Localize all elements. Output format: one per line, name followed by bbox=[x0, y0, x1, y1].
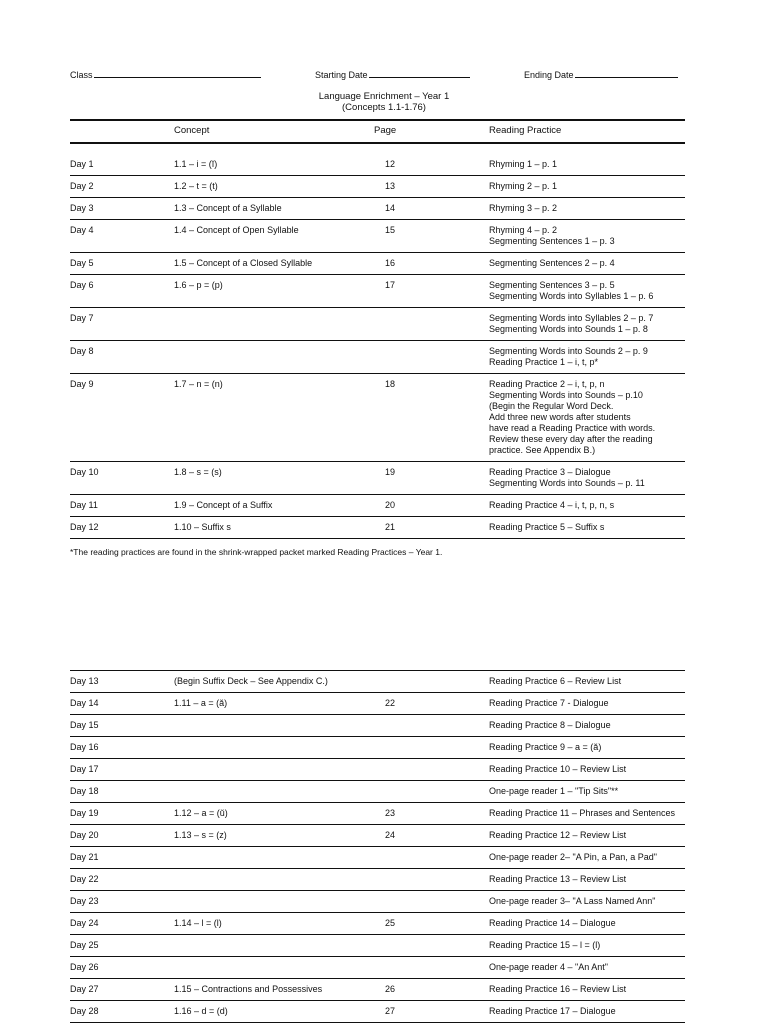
column-header-concept: Concept bbox=[174, 125, 210, 136]
starting-date-field bbox=[315, 68, 470, 80]
reading-practice-cell: Reading Practice 9 – a = (ă) bbox=[489, 742, 602, 752]
page-cell: 13 bbox=[385, 181, 396, 191]
document-title: Language Enrichment – Year 1 bbox=[318, 91, 450, 102]
reading-practice-cell: Reading Practice 10 – Review List bbox=[489, 764, 627, 774]
starting-date-blank-line bbox=[369, 68, 470, 78]
concept-cell bbox=[174, 308, 362, 341]
reading-practice-cell: Rhyming 4 – p. 2 Segmenting Sentences 1 – p. 3 bbox=[489, 225, 615, 246]
day-cell: Day 17 bbox=[70, 764, 99, 774]
page-cell bbox=[362, 847, 489, 869]
document-subtitle: (Concepts 1.1-1.76) bbox=[342, 102, 426, 113]
page-cell bbox=[362, 957, 489, 979]
concept-cell bbox=[174, 781, 362, 803]
day-cell: Day 10 bbox=[70, 467, 99, 477]
schedule-row bbox=[70, 957, 685, 979]
reading-practice-cell: Reading Practice 14 – Dialogue bbox=[489, 918, 616, 928]
schedule-row bbox=[70, 275, 685, 308]
page-cell bbox=[362, 671, 489, 693]
reading-practice-cell: Rhyming 3 – p. 2 bbox=[489, 203, 558, 213]
reading-practice-cell: Reading Practice 13 – Review List bbox=[489, 874, 627, 884]
day-cell: Day 3 bbox=[70, 203, 94, 213]
schedule-row bbox=[70, 693, 685, 715]
reading-practice-cell: Reading Practice 5 – Suffix s bbox=[489, 522, 605, 532]
day-cell: Day 19 bbox=[70, 808, 99, 818]
concept-cell: 1.5 – Concept of a Closed Syllable bbox=[174, 258, 313, 268]
concept-cell bbox=[174, 737, 362, 759]
concept-cell: 1.11 – a = (ă) bbox=[174, 698, 228, 708]
ending-date-label: Ending Date bbox=[524, 70, 574, 80]
day-cell: Day 27 bbox=[70, 984, 99, 994]
class-field bbox=[70, 68, 261, 80]
day-cell: Day 2 bbox=[70, 181, 94, 191]
day-cell: Day 15 bbox=[70, 720, 99, 730]
day-cell: Day 4 bbox=[70, 225, 94, 235]
reading-practice-cell: Segmenting Sentences 2 – p. 4 bbox=[489, 258, 615, 268]
page-cell: 23 bbox=[385, 808, 396, 818]
concept-cell: 1.16 – d = (d) bbox=[174, 1006, 228, 1016]
concept-cell bbox=[174, 715, 362, 737]
reading-practice-cell: One-page reader 4 – "An Ant" bbox=[489, 962, 608, 972]
day-cell: Day 7 bbox=[70, 313, 94, 323]
concept-cell bbox=[174, 759, 362, 781]
page-cell: 18 bbox=[385, 379, 396, 389]
schedule-row bbox=[70, 737, 685, 759]
page-cell bbox=[362, 891, 489, 913]
reading-practice-cell: Rhyming 2 – p. 1 bbox=[489, 181, 558, 191]
concept-cell: 1.3 – Concept of a Syllable bbox=[174, 203, 282, 213]
concept-cell bbox=[174, 935, 362, 957]
page-cell: 16 bbox=[385, 258, 396, 268]
schedule-table-days-13-28 bbox=[70, 671, 685, 1023]
ending-date-blank-line bbox=[575, 68, 678, 78]
schedule-row bbox=[70, 341, 685, 374]
page-cell: 12 bbox=[385, 159, 396, 169]
page-cell: 22 bbox=[385, 698, 396, 708]
concept-cell bbox=[174, 847, 362, 869]
class-label: Class bbox=[70, 70, 93, 80]
reading-practice-cell: One-page reader 2– "A Pin, a Pan, a Pad" bbox=[489, 852, 658, 862]
page-cell bbox=[362, 737, 489, 759]
reading-practice-cell: Segmenting Sentences 3 – p. 5 Segmenting Words into Syllables 1 – p. 6 bbox=[489, 280, 654, 301]
day-cell: Day 13 bbox=[70, 676, 99, 686]
page-cell bbox=[362, 869, 489, 891]
reading-practice-cell: Reading Practice 12 – Review List bbox=[489, 830, 627, 840]
page-cell: 14 bbox=[385, 203, 396, 213]
reading-practice-cell: Reading Practice 8 – Dialogue bbox=[489, 720, 611, 730]
schedule-table-days-1-12 bbox=[70, 154, 685, 539]
schedule-row bbox=[70, 176, 685, 198]
concept-cell: 1.2 – t = (t) bbox=[174, 181, 218, 191]
schedule-row bbox=[70, 935, 685, 957]
reading-practice-cell: One-page reader 1 – "Tip Sits"** bbox=[489, 786, 619, 796]
reading-practice-cell: Reading Practice 2 – i, t, p, n Segmenting Words into Sounds – p.10 (Begin the Regular Word Deck. Add three new words after students have read a Reading Practice with words. Review these every day after the reading practice. See Appendix B.) bbox=[489, 379, 656, 455]
concept-cell bbox=[174, 957, 362, 979]
schedule-row bbox=[70, 462, 685, 495]
reading-practice-cell: Reading Practice 11 – Phrases and Sentences bbox=[489, 808, 675, 818]
schedule-row bbox=[70, 759, 685, 781]
starting-date-label: Starting Date bbox=[315, 70, 368, 80]
concept-cell: 1.15 – Contractions and Possessives bbox=[174, 984, 323, 994]
schedule-row bbox=[70, 154, 685, 176]
day-cell: Day 14 bbox=[70, 698, 99, 708]
page-cell: 15 bbox=[385, 225, 396, 235]
page-cell: 21 bbox=[385, 522, 396, 532]
day-cell: Day 8 bbox=[70, 346, 94, 356]
reading-practice-cell: Reading Practice 17 – Dialogue bbox=[489, 1006, 616, 1016]
schedule-row bbox=[70, 781, 685, 803]
concept-cell: 1.14 – l = (l) bbox=[174, 918, 222, 928]
schedule-row bbox=[70, 495, 685, 517]
column-header-page: Page bbox=[374, 125, 397, 136]
schedule-row bbox=[70, 253, 685, 275]
reading-practice-cell: Segmenting Words into Syllables 2 – p. 7 Segmenting Words into Sounds 1 – p. 8 bbox=[489, 313, 654, 334]
reading-practice-cell: Reading Practice 7 - Dialogue bbox=[489, 698, 609, 708]
page-cell: 27 bbox=[385, 1006, 396, 1016]
page-cell: 24 bbox=[385, 830, 396, 840]
day-cell: Day 12 bbox=[70, 522, 99, 532]
reading-practice-cell: Reading Practice 16 – Review List bbox=[489, 984, 627, 994]
schedule-row bbox=[70, 847, 685, 869]
schedule-row bbox=[70, 1001, 685, 1023]
page-cell bbox=[362, 341, 489, 374]
reading-practice-cell: Reading Practice 4 – i, t, p, n, s bbox=[489, 500, 615, 510]
column-header-reading-practice: Reading Practice bbox=[489, 125, 562, 136]
concept-cell: 1.10 – Suffix s bbox=[174, 522, 231, 532]
schedule-row bbox=[70, 869, 685, 891]
page-cell bbox=[362, 781, 489, 803]
schedule-row bbox=[70, 979, 685, 1001]
page-cell: 25 bbox=[385, 918, 396, 928]
footnote: *The reading practices are found in the shrink-wrapped packet marked Reading Practices – Year 1. bbox=[70, 547, 443, 557]
concept-cell: (Begin Suffix Deck – See Appendix C.) bbox=[174, 676, 328, 686]
reading-practice-cell: One-page reader 3– "A Lass Named Ann" bbox=[489, 896, 656, 906]
page-cell: 17 bbox=[385, 280, 396, 290]
concept-cell: 1.9 – Concept of a Suffix bbox=[174, 500, 273, 510]
schedule-row bbox=[70, 913, 685, 935]
day-cell: Day 11 bbox=[70, 500, 98, 510]
day-cell: Day 22 bbox=[70, 874, 99, 884]
page-cell: 20 bbox=[385, 500, 396, 510]
reading-practice-cell: Reading Practice 6 – Review List bbox=[489, 676, 622, 686]
day-cell: Day 24 bbox=[70, 918, 99, 928]
concept-cell: 1.7 – n = (n) bbox=[174, 379, 223, 389]
schedule-row bbox=[70, 374, 685, 462]
concept-cell: 1.13 – s = (z) bbox=[174, 830, 227, 840]
page-cell bbox=[362, 935, 489, 957]
schedule-row bbox=[70, 891, 685, 913]
schedule-row bbox=[70, 715, 685, 737]
schedule-row bbox=[70, 825, 685, 847]
concept-cell: 1.8 – s = (s) bbox=[174, 467, 222, 477]
concept-cell: 1.4 – Concept of Open Syllable bbox=[174, 225, 299, 235]
concept-cell bbox=[174, 869, 362, 891]
day-cell: Day 9 bbox=[70, 379, 94, 389]
reading-practice-cell: Reading Practice 3 – Dialogue Segmenting Words into Sounds – p. 11 bbox=[489, 467, 645, 488]
class-blank-line bbox=[94, 68, 261, 78]
concept-cell: 1.1 – i = (ĭ) bbox=[174, 159, 218, 169]
page-cell bbox=[362, 759, 489, 781]
day-cell: Day 5 bbox=[70, 258, 94, 268]
day-cell: Day 16 bbox=[70, 742, 99, 752]
schedule-row bbox=[70, 308, 685, 341]
page-cell bbox=[362, 715, 489, 737]
schedule-row bbox=[70, 220, 685, 253]
day-cell: Day 26 bbox=[70, 962, 99, 972]
concept-cell: 1.12 – a = (ŭ) bbox=[174, 808, 228, 818]
reading-practice-cell: Segmenting Words into Sounds 2 – p. 9 Reading Practice 1 – i, t, p* bbox=[489, 346, 648, 367]
day-cell: Day 6 bbox=[70, 280, 94, 290]
schedule-row bbox=[70, 517, 685, 539]
reading-practice-cell: Rhyming 1 – p. 1 bbox=[489, 159, 558, 169]
schedule-row bbox=[70, 803, 685, 825]
page-cell: 26 bbox=[385, 984, 396, 994]
day-cell: Day 18 bbox=[70, 786, 99, 796]
day-cell: Day 23 bbox=[70, 896, 99, 906]
reading-practice-cell: Reading Practice 15 – l = (l) bbox=[489, 940, 601, 950]
page-cell bbox=[362, 308, 489, 341]
schedule-row bbox=[70, 198, 685, 220]
schedule-row bbox=[70, 671, 685, 693]
header-top-rule bbox=[70, 119, 685, 121]
page-cell: 19 bbox=[385, 467, 396, 477]
day-cell: Day 28 bbox=[70, 1006, 99, 1016]
day-cell: Day 21 bbox=[70, 852, 99, 862]
concept-cell bbox=[174, 891, 362, 913]
day-cell: Day 20 bbox=[70, 830, 99, 840]
concept-cell bbox=[174, 341, 362, 374]
header-bottom-rule bbox=[70, 142, 685, 144]
day-cell: Day 1 bbox=[70, 159, 94, 169]
day-cell: Day 25 bbox=[70, 940, 99, 950]
concept-cell: 1.6 – p = (p) bbox=[174, 280, 223, 290]
ending-date-field bbox=[524, 68, 678, 80]
